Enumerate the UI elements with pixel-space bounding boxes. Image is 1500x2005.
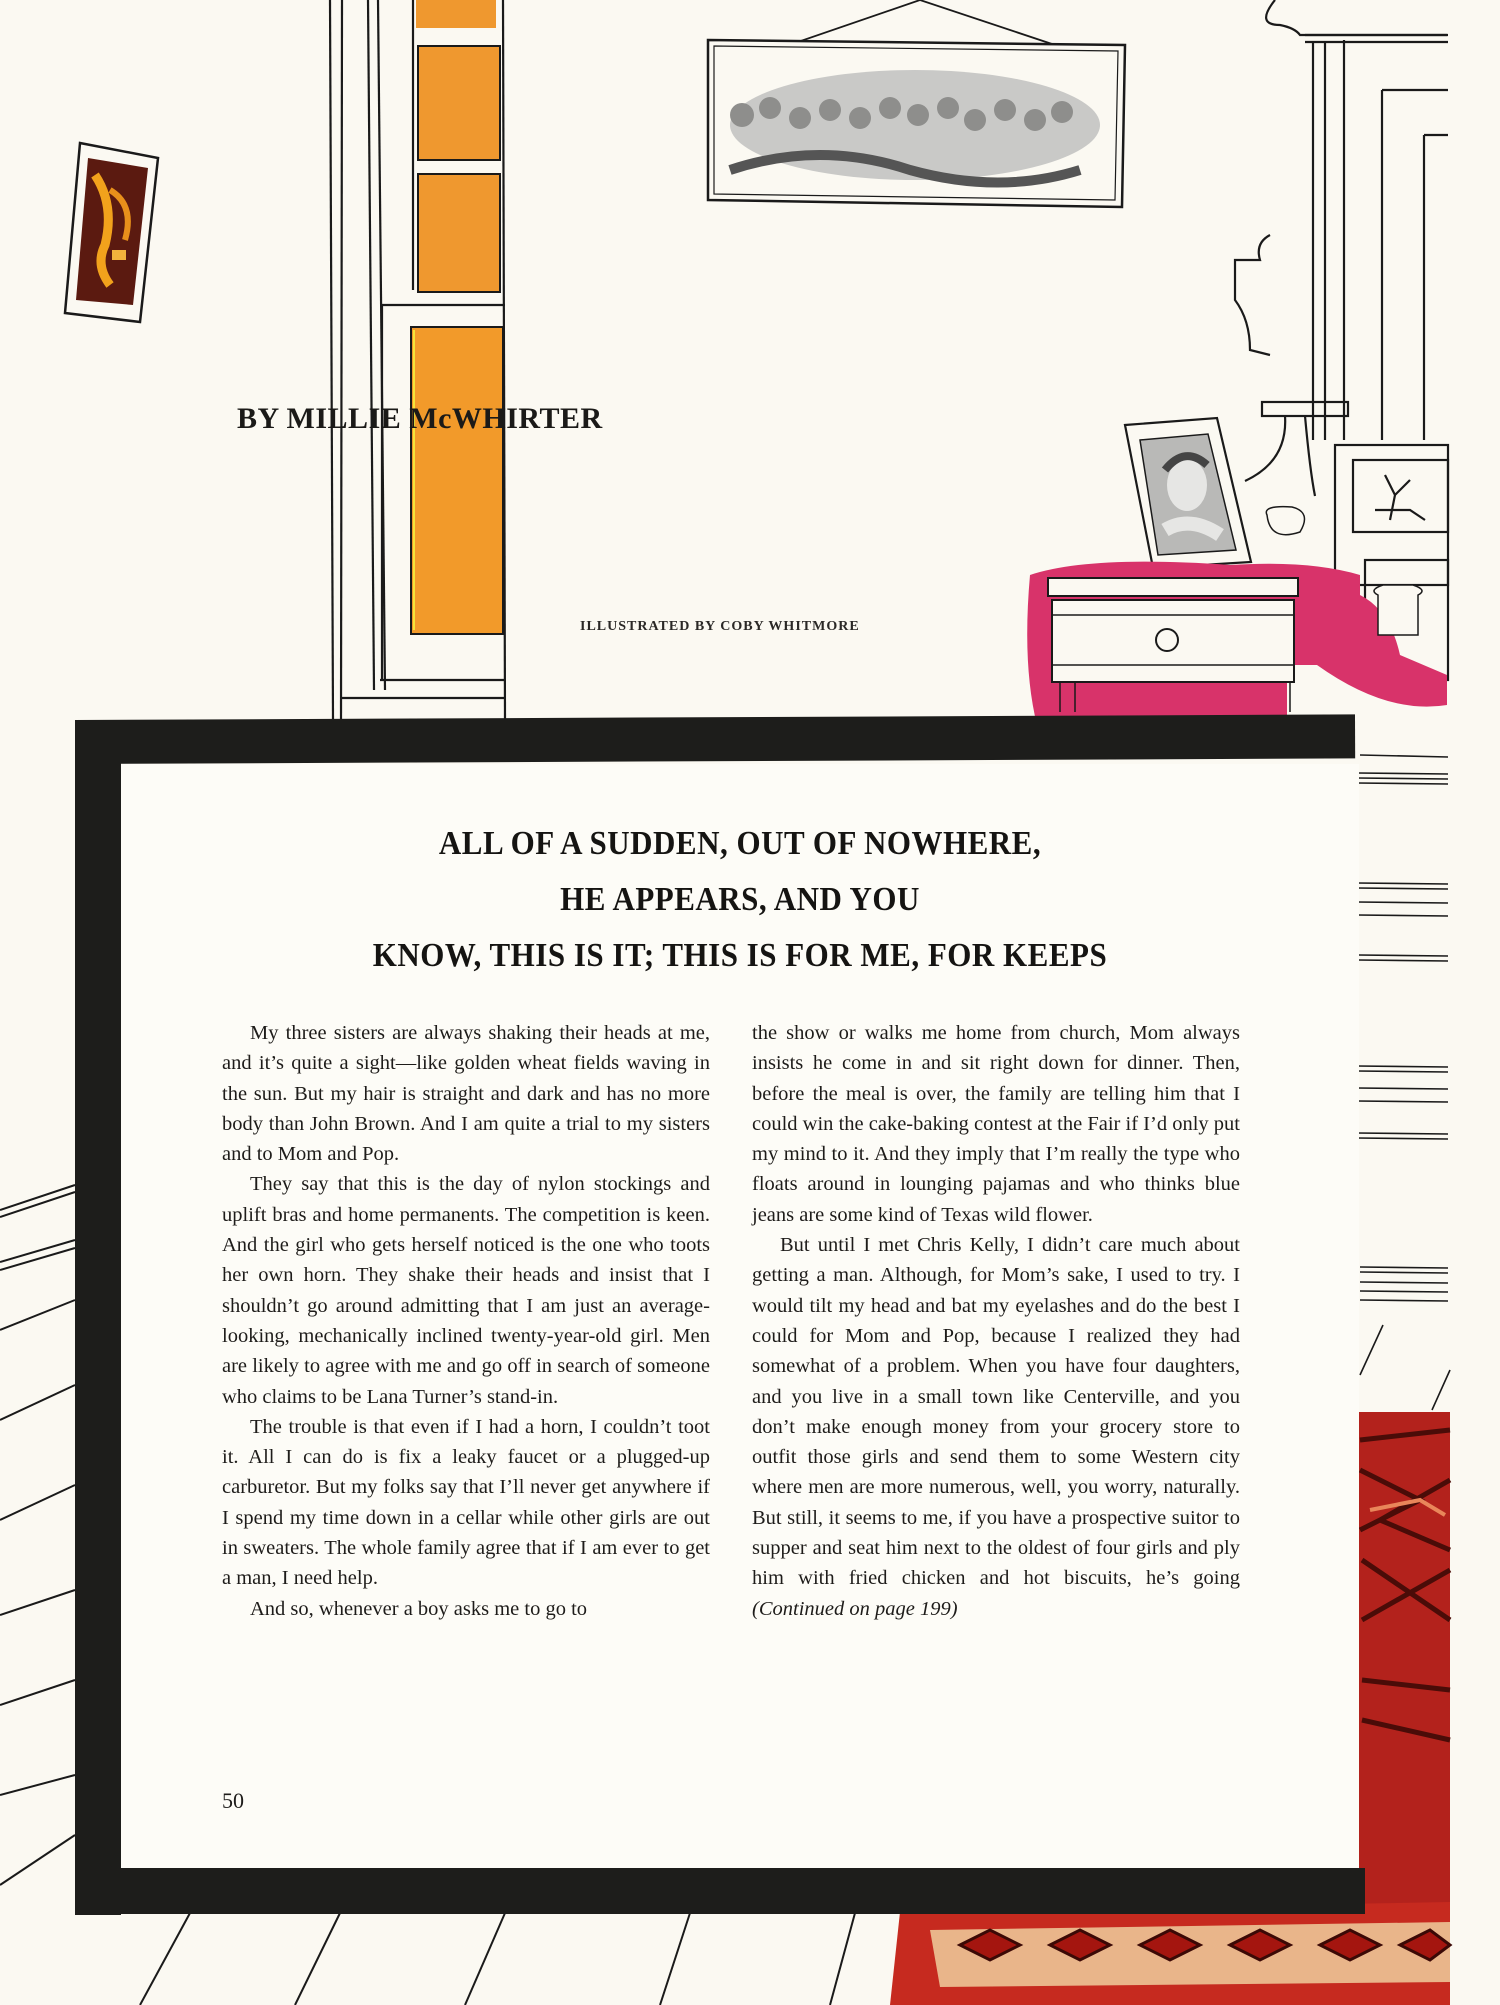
paragraph: But until I met Chris Kelly, I didn’t care much about getting a man. Although, for Mom’s sake, I used to try. I would tilt my head and bat my eyelashes and do the best I could for Mom and Pop, because I realized they had somewhat of a problem. When you have four daughters, and you live in a small town like Centerville, and you don’t make enough money from your grocery store to outfit those girls and send them to some Western city where men are more numerous, well, you worry, naturally. But still, it seems to me, if you have a prospective suitor to supper and seat him next to the oldest of four girls and ply him with fried chicken and hot biscuits, he’s going [752, 1234, 1240, 1590]
illustrator-credit: ILLUSTRATED BY COBY WHITMORE [580, 619, 860, 634]
man-portrait-frame-icon [1125, 418, 1251, 568]
author-byline: BY MILLIE McWHIRTER [237, 402, 603, 435]
wall-trim-stripes-icon [1357, 755, 1450, 1410]
black-frame-top [75, 714, 1355, 764]
abstract-painting-icon [65, 143, 158, 322]
paragraph: My three sisters are always shaking their heads at me, and it’s quite a sight—like golden wheat fields waving in the sun. But my hair is straight and dark and has no more body than John Brown. And I am quite a trial to my sisters and to Mom and Pop. [222, 1022, 710, 1166]
paragraph-continuation: the show or walks me home from church, Mom always insists he come in and sit right down for dinner. Then, before the meal is over, the family are telling him that I could win the cake-baking contest at the Fair if I’d only put my mind to it. And they imply that I’m really the type who floats around in lounging pajamas and who thinks blue jeans are some kind of Texas wild flower. [752, 1022, 1240, 1226]
paragraph: They say that this is the day of nylon stockings and uplift bras and home permanents. The competition is keen. And the girl who gets herself noticed is the one who toots her own horn. They shake their heads and insist that I shouldn’t go around admitting that I am just an average-looking, mechanically inclined twenty-year-old girl. Men are likely to agree with me and go off in search of someone who claims to be Lana Turner’s stand-in. [222, 1173, 710, 1408]
body-column-left [222, 1018, 710, 1624]
paragraph: And so, whenever a boy asks me to go to [250, 1597, 588, 1620]
black-frame-bottom [75, 1868, 1365, 1914]
headline [200, 814, 1280, 982]
page-number: 50 [222, 1788, 244, 1813]
headline-line-1: ALL OF A SUDDEN, OUT OF NOWHERE, [438, 823, 1042, 862]
headline-line-2: HE APPEARS, AND YOU [560, 879, 920, 918]
headline-line-3: KNOW, THIS IS IT; THIS IS FOR ME, FOR KEEPS [372, 935, 1108, 974]
orange-door-panels [411, 0, 503, 634]
continued-on-page-link[interactable]: (Continued on page 199) [752, 1597, 958, 1620]
paragraph-with-jump [752, 1230, 1240, 1624]
group-portrait-frame-icon [708, 0, 1125, 207]
black-frame-left [75, 720, 121, 1915]
body-column-right [752, 1018, 1240, 1624]
paragraph: The trouble is that even if I had a horn, I couldn’t toot it. All I can do is fix a leaky faucet or a plugged-up carburetor. But my folks say that I’ll never get anywhere if I spend my time down in a cellar while other girls are out in sweaters. The whole family agree that if I am ever to get a man, I need help. [222, 1415, 710, 1590]
